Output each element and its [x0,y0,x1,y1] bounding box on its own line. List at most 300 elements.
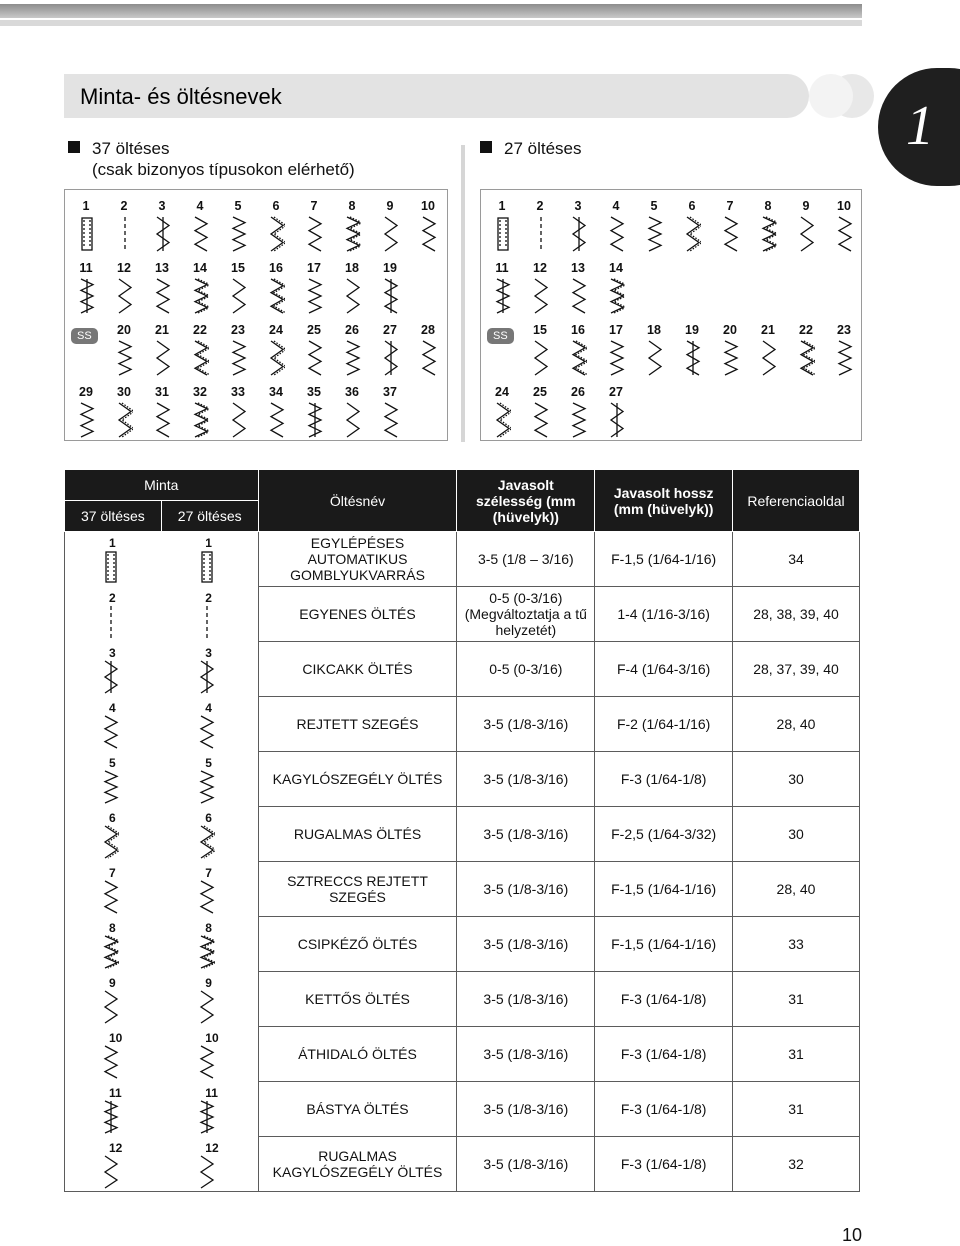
stitch-pattern-icon [307,402,323,438]
stitch-number: 8 [764,199,772,213]
stitch-number: 2 [120,199,128,213]
stitch-cell[interactable] [259,196,297,258]
stitch-cell[interactable] [523,196,561,258]
stitch-number: 4 [196,199,204,213]
stitch-number: 5 [650,199,658,213]
width-cell [457,642,595,697]
stitch-cell[interactable] [411,320,449,382]
stitch-pattern-icon [193,402,209,438]
stitch-name-cell [258,972,457,1027]
stitch-number: 2 [536,199,544,213]
stitch-pattern-icon [609,278,625,314]
length-cell [595,587,733,642]
stitch-pattern-icon [103,550,119,584]
pattern-27-cell [161,587,258,642]
length-cell [595,972,733,1027]
stitch-pattern-icon [383,402,399,438]
stitch-number: 19 [383,261,397,275]
header-length: Javasolt hossz (mm (hüvelyk)) [595,470,733,532]
stitch-pattern-icon [421,340,437,376]
stitch-name: SZTRECCS REJTETT SZEGÉS [287,873,428,905]
pattern-27-cell [161,1082,258,1137]
stitch-number: 6 [109,810,116,825]
stitch-pattern-icon [685,216,701,252]
stitch-cell[interactable] [599,382,637,444]
stitch-cell[interactable] [335,382,373,444]
stitch-number: 5 [109,755,116,770]
pattern-27-cell [161,1027,258,1082]
stitch-number: 16 [571,323,585,337]
stitch-number: 21 [155,323,169,337]
stitch-pattern-icon [199,770,215,804]
stitch-cell[interactable] [751,320,789,382]
stitch-name: CIKCAKK ÖLTÉS [302,661,413,677]
header-minta: Minta [65,470,259,501]
stitch-pattern-icon [117,216,133,252]
stitch-number: 5 [234,199,242,213]
stitch-number: 9 [205,975,212,990]
pattern-37-cell [65,1027,162,1082]
stitch-pattern-icon [199,880,215,914]
pattern-27-cell [161,917,258,972]
stitch-cell[interactable] [827,320,865,382]
pattern-27-cell [161,1137,258,1192]
table-row [65,972,860,1027]
stitch-table [64,469,860,1192]
length-value: F-3 (1/64-1/8) [620,991,707,1007]
ref-cell [733,972,860,1027]
stitch-number: 12 [533,261,547,275]
pattern-27-cell [161,532,258,587]
stitch-pattern-icon [761,216,777,252]
stitch-number: 7 [726,199,734,213]
stitch-cell[interactable] [259,382,297,444]
stitch-number: 11 [109,1085,122,1100]
stitch-pattern-icon [103,990,119,1024]
ref-value: 32 [788,1156,804,1172]
width-cell [457,1137,595,1192]
stitch-cell[interactable] [713,196,751,258]
table-row [65,862,860,917]
stitch-number: 29 [79,385,93,399]
width-cell [457,1082,595,1137]
stitch-pattern-icon [103,825,119,859]
stitch-pattern-icon [307,216,323,252]
stitch-number: 17 [609,323,623,337]
chapter-number: 1 [906,95,934,157]
stitch-number: 12 [117,261,131,275]
stitch-pattern-icon [495,402,511,438]
stitch-number: 3 [205,645,212,660]
stitch-number: 9 [802,199,810,213]
bullet-square [68,141,80,153]
ref-value: 31 [788,1101,804,1117]
stitch-pattern-icon [307,340,323,376]
stitch-number: 20 [723,323,737,337]
stitch-cell[interactable] [561,382,599,444]
page-title: Minta- és öltésnevek [80,84,282,109]
stitch-number: 13 [571,261,585,275]
stitch-cell[interactable] [69,196,107,258]
stitch-cell[interactable] [183,382,221,444]
stitch-cell[interactable] [145,320,183,382]
stitch-number: 21 [761,323,775,337]
stitch-cell[interactable] [411,196,449,258]
ref-value: 28, 40 [776,881,816,897]
section-37-label: 37 öltéses (csak bizonyos típusokon elérhető) [68,138,355,180]
bullet-square [480,141,492,153]
table-row [65,587,860,642]
stitch-cell[interactable] [827,196,865,258]
pattern-37-cell [65,532,162,587]
width-value: 3-5 (1/8-3/16) [483,826,569,842]
stitch-number: 26 [345,323,359,337]
header-27: 27 öltéses [161,501,258,532]
stitch-cell[interactable] [751,196,789,258]
stitch-pattern-icon [103,715,119,749]
width-cell [457,752,595,807]
stitch-cell[interactable] [221,320,259,382]
stitch-cell[interactable] [485,196,523,258]
stitch-pattern-icon [199,1100,215,1134]
stitch-number: 10 [205,1030,219,1045]
length-cell [595,917,733,972]
stitch-number: 24 [269,323,283,337]
stitch-number: 4 [612,199,620,213]
stitch-number: 5 [205,755,212,770]
stitch-pattern-icon [345,216,361,252]
ref-cell [733,1082,860,1137]
length-value: 1-4 (1/16-3/16) [617,606,710,622]
stitch-cell[interactable] [145,382,183,444]
stitch-cell[interactable] [637,196,675,258]
stitch-name: RUGALMAS KAGYLÓSZEGÉLY ÖLTÉS [272,1148,443,1180]
length-value: F-3 (1/64-1/8) [620,1156,707,1172]
stitch-number: 23 [231,323,245,337]
stitch-number: 1 [82,199,90,213]
width-value: 3-5 (1/8-3/16) [483,771,569,787]
stitch-cell[interactable] [259,320,297,382]
stitch-pattern-icon [269,216,285,252]
stitch-number: 28 [421,323,435,337]
stitch-pattern-icon [609,216,625,252]
stitch-cell[interactable] [69,382,107,444]
table-row [65,1082,860,1137]
stitch-number: 3 [158,199,166,213]
stitch-cell[interactable] [485,320,523,382]
ref-value: 34 [788,551,804,567]
pattern-27-cell [161,697,258,752]
stitch-pattern-icon [117,278,133,314]
stitch-cell[interactable] [107,196,145,258]
stitch-cell[interactable] [69,320,107,382]
stitch-pattern-icon [103,770,119,804]
length-cell [595,697,733,752]
pattern-37-cell [65,752,162,807]
stitch-number: 4 [205,700,212,715]
stitch-pattern-icon [103,935,119,969]
ref-value: 33 [788,936,804,952]
stitch-number: 18 [345,261,359,275]
stitch-number: 26 [571,385,585,399]
stitch-pattern-icon [799,216,815,252]
stitch-pattern-icon [837,216,853,252]
length-value: F-3 (1/64-1/8) [620,771,707,787]
stitch-pattern-icon [117,340,133,376]
stitch-number: 6 [272,199,280,213]
stitch-cell[interactable] [675,196,713,258]
stitch-pattern-icon [155,402,171,438]
stitch-cell[interactable] [599,196,637,258]
width-cell [457,862,595,917]
ref-cell [733,862,860,917]
stitch-cell[interactable] [107,320,145,382]
width-cell [457,972,595,1027]
ref-cell [733,642,860,697]
ref-value: 28, 40 [776,716,816,732]
stitch-cell[interactable] [561,196,599,258]
stitch-number: 8 [109,920,116,935]
stitch-number: 10 [421,199,435,213]
stitch-cell[interactable] [335,258,373,320]
page-number: 10 [842,1225,863,1245]
pattern-37-cell [65,807,162,862]
width-cell [457,807,595,862]
stitch-cell[interactable] [599,258,637,320]
stitch-cell[interactable] [523,258,561,320]
stitch-name: KETTŐS ÖLTÉS [305,991,410,1007]
stitch-number: 1 [205,536,212,550]
stitch-cell[interactable] [599,320,637,382]
ref-value: 28, 38, 39, 40 [753,606,839,622]
stitch-cell[interactable] [183,196,221,258]
stitch-number: 6 [688,199,696,213]
stitch-number: 8 [348,199,356,213]
table-row [65,642,860,697]
stitch-name: CSIPKÉZŐ ÖLTÉS [297,936,418,952]
stitch-number: 3 [574,199,582,213]
table-row [65,752,860,807]
stitch-cell[interactable] [183,320,221,382]
ref-value: 31 [788,991,804,1007]
stitch-pattern-icon [723,340,739,376]
stitch-pattern-icon [231,402,247,438]
table-row [65,807,860,862]
stitch-pattern-icon [155,340,171,376]
stitch-cell[interactable] [335,320,373,382]
stitch-pattern-icon [383,278,399,314]
stitch-number: 22 [799,323,813,337]
stitch-pattern-icon [495,216,511,252]
stitch-pattern-icon [155,278,171,314]
table-row [65,532,860,587]
ref-value: 30 [788,826,804,842]
width-value: 3-5 (1/8-3/16) [483,1046,569,1062]
length-cell [595,1027,733,1082]
stitch-pattern-icon [533,278,549,314]
stitch-number: 4 [109,700,116,715]
stitch-grid-27 [480,189,862,441]
stitch-pattern-icon [103,660,119,694]
length-value: F-1,5 (1/64-1/16) [611,881,717,897]
stitch-number: 27 [383,323,397,337]
stitch-number: 9 [386,199,394,213]
stitch-cell[interactable] [373,382,411,444]
stitch-cell[interactable] [789,320,827,382]
stitch-cell[interactable] [221,258,259,320]
stitch-number: 10 [109,1030,123,1045]
stitch-name-cell [258,807,457,862]
stitch-cell[interactable] [373,196,411,258]
stitch-cell[interactable] [259,258,297,320]
stitch-pattern-icon [193,340,209,376]
stitch-cell[interactable] [221,196,259,258]
stitch-cell[interactable] [145,196,183,258]
ref-value: 31 [788,1046,804,1062]
stitch-cell[interactable] [789,196,827,258]
stitch-pattern-icon [799,340,815,376]
ref-value: 30 [788,771,804,787]
stitch-number: 13 [155,261,169,275]
stitch-number: 17 [307,261,321,275]
stitch-cell[interactable] [561,258,599,320]
ref-cell [733,697,860,752]
stitch-pattern-icon [533,402,549,438]
stitch-cell[interactable] [335,196,373,258]
stitch-cell[interactable] [373,320,411,382]
stitch-pattern-icon [199,1155,215,1189]
stitch-cell[interactable] [485,258,523,320]
stitch-number: 25 [533,385,547,399]
stitch-number: 8 [205,920,212,935]
stitch-cell[interactable] [297,196,335,258]
header-name: Öltésnév [258,470,457,532]
stitch-pattern-icon [199,715,215,749]
stitch-pattern-icon [231,278,247,314]
stitch-cell[interactable] [221,382,259,444]
stitch-number: 37 [383,385,397,399]
stitch-pattern-icon [103,1045,119,1079]
stitch-pattern-icon [269,340,285,376]
stitch-pattern-icon [79,216,95,252]
width-value: 3-5 (1/8-3/16) [483,716,569,732]
pattern-37-cell [65,862,162,917]
length-value: F-2,5 (1/64-3/32) [611,826,717,842]
stitch-number: 11 [495,261,509,275]
width-cell [457,697,595,752]
stitch-number: 23 [837,323,851,337]
length-cell [595,1082,733,1137]
stitch-cell[interactable] [297,320,335,382]
stitch-number: 31 [155,385,169,399]
stitch-cell[interactable] [675,320,713,382]
stitch-name-cell [258,1082,457,1137]
table-row [65,697,860,752]
stitch-pattern-icon [79,402,95,438]
stitch-number: 15 [533,323,547,337]
pattern-37-cell [65,917,162,972]
stitch-pattern-icon [199,825,215,859]
stitch-pattern-icon [571,402,587,438]
width-cell [457,532,595,587]
stitch-pattern-icon [495,278,511,314]
stitch-number: 7 [310,199,318,213]
stitch-cell[interactable] [145,258,183,320]
stitch-number: 7 [205,865,212,880]
stitch-cell[interactable] [107,382,145,444]
width-value: 3-5 (1/8-3/16) [483,991,569,1007]
stitch-pattern-icon [103,1155,119,1189]
pattern-37-cell [65,1137,162,1192]
ref-cell [733,1027,860,1082]
stitch-name-cell [258,1137,457,1192]
stitch-cell[interactable] [69,258,107,320]
stitch-cell[interactable] [373,258,411,320]
length-value: F-3 (1/64-1/8) [620,1046,707,1062]
stitch-cell[interactable] [637,320,675,382]
width-value: 3-5 (1/8-3/16) [483,1156,569,1172]
stitch-cell[interactable] [713,320,751,382]
stitch-pattern-icon [837,340,853,376]
stitch-pattern-icon [199,660,215,694]
stitch-pattern-icon [345,340,361,376]
stitch-number: 9 [109,975,116,990]
stitch-pattern-icon [103,880,119,914]
stitch-pattern-icon [231,216,247,252]
stitch-number: 34 [269,385,283,399]
stitch-pattern-icon [345,278,361,314]
stitch-name: BÁSTYA ÖLTÉS [306,1101,409,1117]
length-cell [595,862,733,917]
stitch-number: 3 [109,645,116,660]
stitch-number: 24 [495,385,509,399]
ss-badge: SS [71,328,98,344]
stitch-number: 15 [231,261,245,275]
stitch-number: 2 [205,590,212,605]
stitch-name-cell [258,642,457,697]
stitch-name: EGYENES ÖLTÉS [299,606,416,622]
width-value: 3-5 (1/8-3/16) [483,936,569,952]
stitch-number: 12 [109,1140,123,1155]
width-value: 0-5 (0-3/16) [489,661,563,677]
stitch-number: 1 [498,199,506,213]
stitch-pattern-icon [421,216,437,252]
stitch-number: 32 [193,385,207,399]
stitch-pattern-icon [383,340,399,376]
stitch-cell[interactable] [107,258,145,320]
stitch-cell[interactable] [297,382,335,444]
stitch-pattern-icon [571,216,587,252]
stitch-cell[interactable] [523,382,561,444]
header-37: 37 öltéses [65,501,162,532]
stitch-pattern-icon [103,605,119,639]
pattern-37-cell [65,697,162,752]
stitch-cell[interactable] [561,320,599,382]
stitch-grid-37 [64,189,448,441]
length-value: F-4 (1/64-3/16) [616,661,711,677]
pattern-27-cell [161,642,258,697]
stitch-cell[interactable] [297,258,335,320]
length-cell [595,752,733,807]
stitch-cell[interactable] [485,382,523,444]
length-value: F-1,5 (1/64-1/16) [611,551,717,567]
stitch-pattern-icon [269,278,285,314]
stitch-cell[interactable] [523,320,561,382]
stitch-cell[interactable] [183,258,221,320]
stitch-number: 22 [193,323,207,337]
stitch-pattern-icon [571,340,587,376]
stitch-pattern-icon [231,340,247,376]
